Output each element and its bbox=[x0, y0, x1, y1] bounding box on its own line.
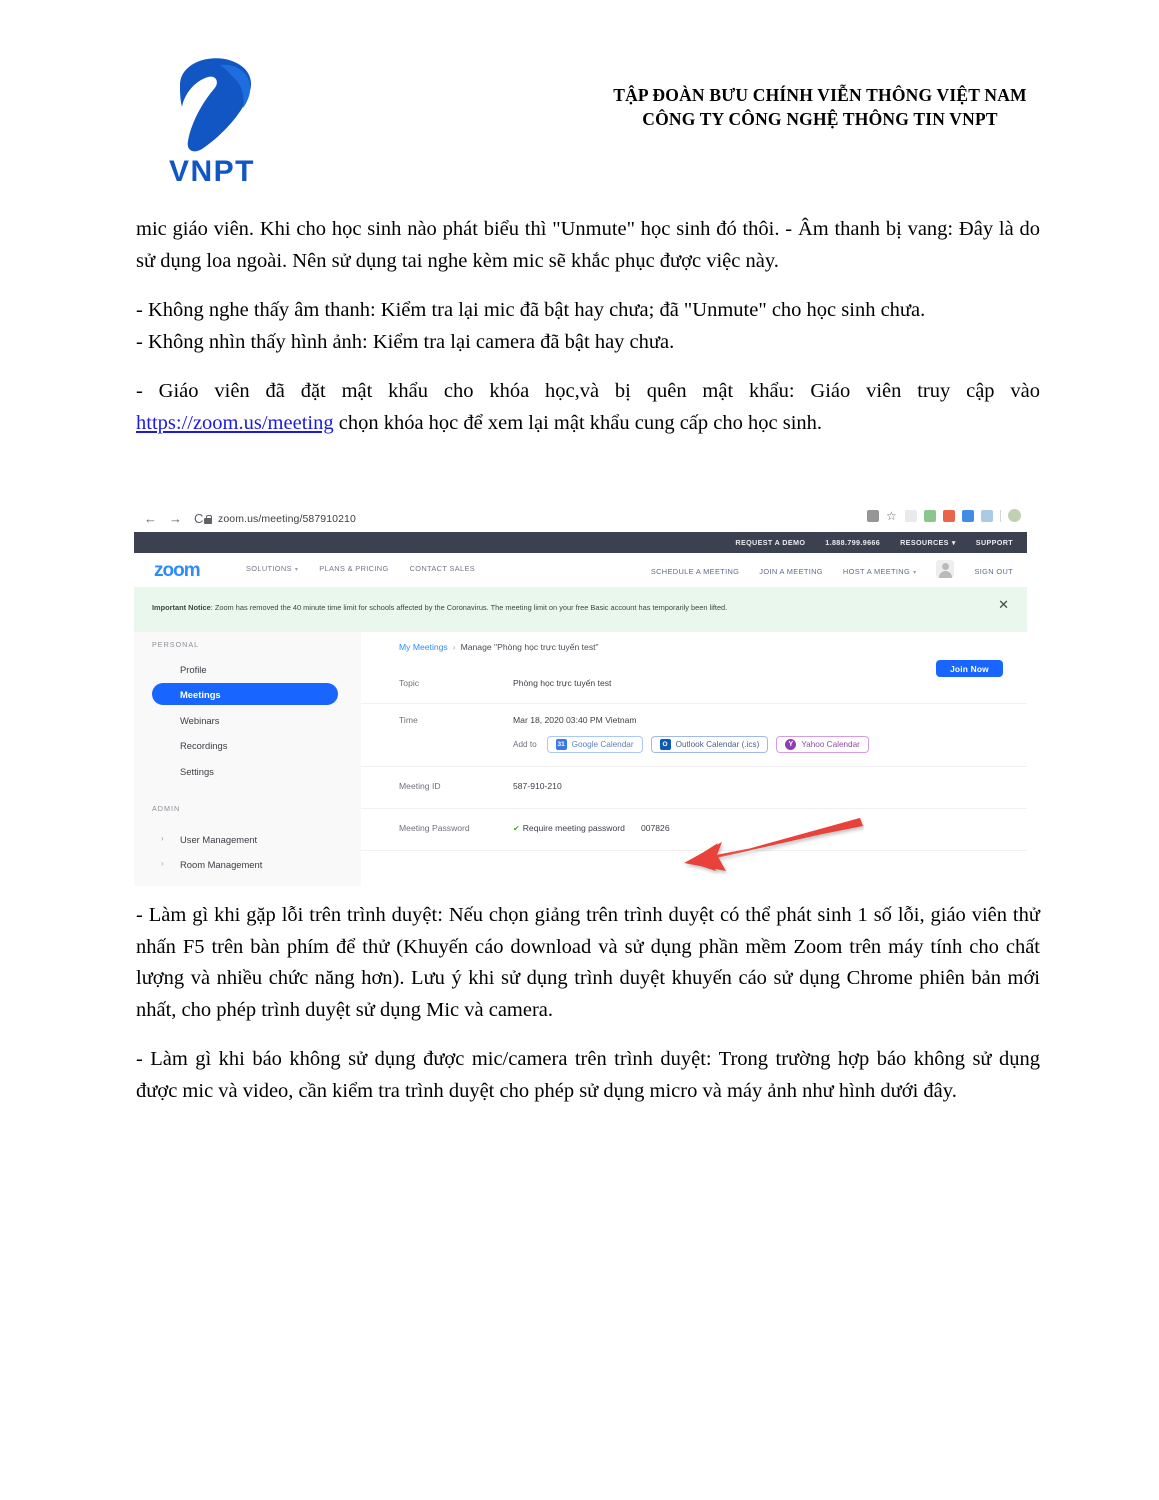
row-value: 587-910-210 bbox=[513, 781, 562, 791]
nav-solutions[interactable]: SOLUTIONS ▾ bbox=[246, 564, 299, 573]
sidebar-item-meetings[interactable] bbox=[152, 683, 338, 705]
paragraph-3: - Không nhìn thấy hình ảnh: Kiểm tra lại camera đã bật hay chưa. bbox=[136, 330, 675, 353]
sidebar-item-label: Settings bbox=[180, 765, 214, 777]
forward-icon[interactable]: → bbox=[169, 511, 182, 526]
calendar-label: Yahoo Calendar bbox=[801, 740, 860, 749]
zoom-logo[interactable]: zoom bbox=[154, 560, 200, 581]
sidebar-item-profile[interactable] bbox=[152, 658, 338, 680]
support-link[interactable]: SUPPORT bbox=[975, 538, 1013, 547]
chevron-down-icon: ▾ bbox=[951, 538, 956, 547]
close-icon[interactable]: ✕ bbox=[998, 597, 1009, 612]
row-label: Topic bbox=[399, 678, 420, 688]
notice-strong: Important Notice bbox=[152, 603, 211, 612]
lock-icon bbox=[204, 515, 212, 524]
paragraph-5: - Làm gì khi gặp lỗi trên trình duyệt: Nếu chọn giảng trên trình duyệt có thể phát sinh 1 số lỗi, giáo viên thử nhấn F5 trên bàn phím để thử (Khuyến cáo download và sử dụng phần mềm Zoom trên máy tính cho chất lượng và nhiều chức năng hơn). Lưu ý khi sử dụng trình duyệt khuyến cáo sử dụng Chrome phiên bản mới nhất, cho phép trình duyệt sử dụng Mic và camera. bbox=[136, 904, 1040, 1021]
body-text-lower bbox=[136, 900, 1040, 1107]
zoom-sidebar bbox=[134, 632, 361, 886]
require-password-label: Require meeting password bbox=[522, 823, 625, 833]
notice-text bbox=[152, 603, 987, 613]
breadcrumb-current: Manage "Phòng học trực tuyến test" bbox=[460, 642, 599, 652]
browser-extension-icons bbox=[867, 509, 1021, 522]
chevron-right-icon: › bbox=[161, 834, 164, 843]
calendar-label: Google Calendar bbox=[571, 740, 634, 749]
paragraph-1: mic giáo viên. Khi cho học sinh nào phát biểu thì "Unmute" học sinh đó thôi. - Âm thanh bị vang: Đây là do sử dụng loa ngoài. Nên sử dụng tai nghe kèm mic sẽ khắc phục được việc này. bbox=[136, 218, 1040, 272]
nav-host-a-meeting[interactable]: HOST A MEETING ▾ bbox=[842, 566, 917, 576]
table-row-meeting-password bbox=[361, 809, 1027, 851]
nav-contact-sales[interactable]: CONTACT SALES bbox=[409, 564, 476, 573]
yahoo-calendar-button[interactable] bbox=[776, 736, 869, 753]
vnpt-logo bbox=[152, 55, 272, 195]
nav-join-a-meeting[interactable]: JOIN A MEETING bbox=[759, 566, 823, 576]
vnpt-logo-mark bbox=[158, 55, 263, 155]
document-letterhead bbox=[0, 0, 1159, 200]
row-label: Meeting Password bbox=[399, 823, 470, 833]
vnpt-logo-text: VNPT bbox=[168, 155, 255, 188]
add-to-calendar-group bbox=[513, 736, 869, 753]
outlook-calendar-icon: O bbox=[660, 739, 671, 750]
organization-title bbox=[560, 84, 1080, 131]
zoom-utility-bar bbox=[134, 532, 1027, 553]
sidebar-item-label: User Management bbox=[180, 833, 258, 845]
toolbar-divider bbox=[1000, 510, 1001, 522]
paragraph-4-post: chọn khóa học để xem lại mật khẩu cung cấp cho học sinh. bbox=[333, 411, 823, 434]
body-text-upper bbox=[136, 214, 1040, 439]
chevron-down-icon: ▾ bbox=[294, 567, 299, 573]
sidebar-item-room-management[interactable] bbox=[152, 853, 338, 875]
sidebar-item-webinars[interactable] bbox=[152, 709, 338, 731]
request-a-demo-link[interactable]: REQUEST A DEMO bbox=[735, 538, 806, 547]
paragraph-spacer bbox=[136, 358, 1040, 376]
sidebar-section-admin: ADMIN bbox=[152, 804, 181, 813]
zoom-meeting-link[interactable]: https://zoom.us/meeting bbox=[136, 411, 334, 434]
address-bar-url: zoom.us/meeting/587910210 bbox=[218, 513, 356, 525]
sidebar-item-label: Room Management bbox=[180, 858, 263, 870]
sidebar-item-settings[interactable] bbox=[152, 760, 338, 782]
extension-icon-2[interactable] bbox=[924, 510, 936, 522]
paragraph-4-pre: - Giáo viên đã đặt mật khẩu cho khóa học,và bị quên mật khẩu: Giáo viên truy cập vào bbox=[136, 380, 1040, 402]
sidebar-item-label: Meetings bbox=[180, 688, 221, 700]
zoom-content bbox=[134, 632, 1027, 886]
extension-icon-5[interactable] bbox=[981, 510, 993, 522]
join-now-button[interactable]: Join Now bbox=[936, 660, 1003, 677]
address-bar[interactable] bbox=[204, 510, 904, 528]
reload-icon[interactable]: C bbox=[194, 511, 204, 526]
chevron-down-icon: ▾ bbox=[913, 569, 917, 576]
nav-sign-out[interactable]: SIGN OUT bbox=[974, 566, 1013, 576]
extension-icon-4[interactable] bbox=[962, 510, 974, 522]
yahoo-calendar-icon: Y bbox=[785, 739, 796, 750]
row-value: Phòng học trực tuyến test bbox=[513, 678, 612, 688]
org-line-2: CÔNG TY CÔNG NGHỆ THÔNG TIN VNPT bbox=[642, 108, 998, 129]
zoom-main-panel bbox=[361, 632, 1027, 886]
sidebar-item-user-management[interactable] bbox=[152, 828, 338, 850]
paragraph-spacer bbox=[136, 277, 1040, 295]
zoom-nav-right bbox=[651, 564, 1013, 578]
sidebar-item-label: Profile bbox=[180, 663, 207, 675]
row-label: Meeting ID bbox=[399, 781, 441, 791]
row-value bbox=[513, 823, 670, 833]
extension-icon-3[interactable] bbox=[943, 510, 955, 522]
paragraph-spacer bbox=[136, 1026, 1040, 1044]
phone-number[interactable]: 1.888.799.9666 bbox=[825, 538, 881, 547]
important-notice-banner bbox=[134, 587, 1027, 632]
browser-nav-buttons bbox=[144, 511, 203, 527]
sidebar-item-recordings[interactable] bbox=[152, 734, 338, 756]
org-line-1: TẬP ĐOÀN BƯU CHÍNH VIỄN THÔNG VIỆT NAM bbox=[613, 85, 1027, 105]
check-icon: ✔ bbox=[513, 824, 520, 833]
nav-plans-pricing[interactable]: PLANS & PRICING bbox=[319, 564, 389, 573]
paragraph-6: - Làm gì khi báo không sử dụng được mic/camera trên trình duyệt: Trong trường hợp báo không sử dụng được mic và video, cần kiểm tra trình duyệt cho phép sử dụng micro và máy ảnh như hình dưới đây. bbox=[136, 1048, 1040, 1102]
notice-body: : Zoom has removed the 40 minute time limit for schools affected by the Coronavirus. The meeting limit on your free Basic account has temporarily been lifted. bbox=[210, 603, 728, 612]
calendar-label: Outlook Calendar (.ics) bbox=[675, 740, 760, 749]
google-calendar-button[interactable] bbox=[547, 736, 643, 753]
chevron-right-icon: › bbox=[161, 859, 164, 868]
browser-chrome bbox=[134, 506, 1027, 532]
bookmark-star-icon[interactable]: ☆ bbox=[886, 508, 897, 523]
embedded-zoom-screenshot bbox=[134, 506, 1027, 886]
zoom-utility-items bbox=[735, 532, 1013, 553]
paragraph-2: - Không nghe thấy âm thanh: Kiểm tra lại mic đã bật hay chưa; đã "Unmute" cho học sinh chưa. bbox=[136, 299, 926, 321]
breadcrumb-separator: › bbox=[452, 642, 456, 652]
table-row-meeting-id bbox=[361, 767, 1027, 809]
breadcrumb-my-meetings[interactable]: My Meetings bbox=[399, 642, 448, 652]
sidebar-section-personal: PERSONAL bbox=[152, 640, 200, 649]
nav-schedule-a-meeting[interactable]: SCHEDULE A MEETING bbox=[650, 566, 740, 576]
user-avatar[interactable] bbox=[936, 560, 954, 578]
sidebar-item-label: Recordings bbox=[180, 739, 228, 751]
table-row-topic bbox=[361, 666, 1027, 704]
extension-icon-1[interactable] bbox=[905, 510, 917, 522]
paragraph-4 bbox=[136, 376, 1040, 439]
google-calendar-icon: 31 bbox=[557, 741, 565, 748]
breadcrumb bbox=[399, 642, 599, 652]
zoom-main-nav bbox=[134, 553, 1027, 588]
translate-icon[interactable] bbox=[867, 510, 879, 522]
meeting-password-value: 007826 bbox=[640, 823, 670, 833]
table-row-time bbox=[361, 704, 1027, 767]
add-to-label: Add to bbox=[513, 740, 537, 749]
back-icon[interactable]: ← bbox=[144, 511, 157, 526]
resources-menu[interactable]: RESOURCES ▾ bbox=[900, 538, 956, 547]
browser-profile-avatar[interactable] bbox=[1008, 509, 1021, 522]
sidebar-item-label: Webinars bbox=[180, 714, 220, 726]
row-value: Mar 18, 2020 03:40 PM Vietnam bbox=[513, 715, 637, 725]
zoom-nav-left bbox=[246, 564, 475, 573]
outlook-calendar-button[interactable] bbox=[651, 736, 769, 753]
row-label: Time bbox=[399, 715, 418, 725]
